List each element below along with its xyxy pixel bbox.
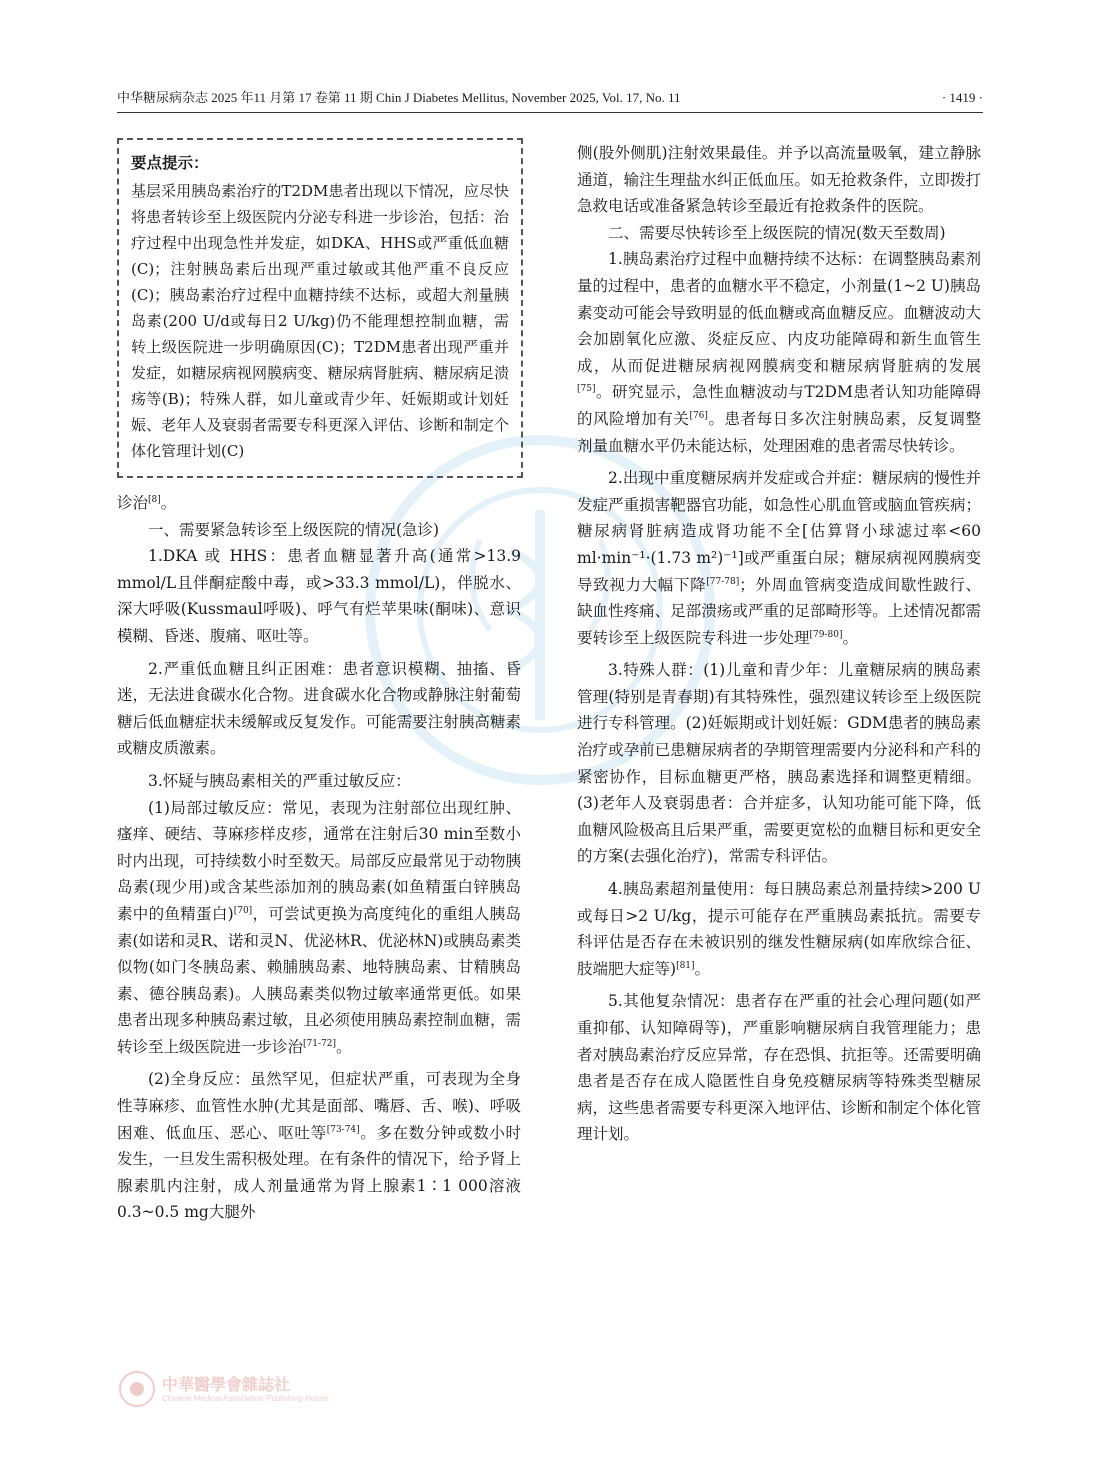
journal-citation: 中华糖尿病杂志 2025 年11 月第 17 卷第 11 期 Chin J Diabetes Mellitus, November 2025, Vol. 17, No. 11 (117, 90, 681, 105)
citation: [8] (148, 494, 161, 505)
citation: [71-72] (303, 1038, 336, 1049)
paragraph: 3.特殊人群：(1)儿童和青少年：儿童糖尿病的胰岛素管理(特别是青春期)有其特殊性，强烈建议转诊至上级医院进行专科管理。(2)妊娠期或计划妊娠：GDM患者的胰岛素治疗或孕前已患糖尿病者的孕期管理需要内分泌科和产科的紧密协作，目标血糖更严格，胰岛素选择和调整更精细。(3)老年人及衰弱患者：合并症多，认知功能可能下降，低血糖风险极高且后果严重，需要更宽松的血糖目标和更安全的方案(去强化治疗)，常需专科评估。 (577, 661, 981, 866)
paragraph: 2.严重低血糖且纠正困难：患者意识模糊、抽搐、昏迷，无法进食碳水化合物。进食碳水化合物或静脉注射葡萄糖后低血糖症状未缓解或反复发作。可能需要注射胰高糖素或糖皮质激素。 (117, 659, 521, 758)
left-column (117, 138, 521, 1226)
citation: [81] (676, 960, 695, 971)
paragraph: (1)局部过敏反应：常见，表现为注射部位出现红肿、瘙痒、硬结、荨麻疹样皮疹，通常在注射后30 min至数小时内出现，可持续数小时至数天。局部反应最常见于动物胰岛素(现少用)或含某些添加剂的胰岛素(如鱼精蛋白锌胰岛素中的鱼精蛋白)[70]，可尝试更换为高度纯化的重组人胰岛素(如诺和灵R、诺和灵N、优泌林R、优泌林N)或胰岛素类似物(如门冬胰岛素、赖脯胰岛素、地特胰岛素、甘精胰岛素、德谷胰岛素)。人胰岛素类似物过敏率通常更低。如果患者出现多种胰岛素过敏，且必须使用胰岛素控制血糖，需转诊至上级医院进一步诊治[71-72]。 (117, 798, 521, 1056)
paragraph: 5.其他复杂情况：患者存在严重的社会心理问题(如严重抑郁、认知障碍等)，严重影响糖尿病自我管理能力；患者对胰岛素治疗反应异常，存在恐惧、抗拒等。还需要明确患者是否存在成人隐匿性自身免疫糖尿病等特殊类型糖尿病，这些患者需要专科更深入地评估、诊断和制定个体化管理计划。 (577, 992, 981, 1144)
paragraph: 诊治[8]。 (117, 494, 177, 512)
citation: [76] (689, 410, 708, 421)
paragraph: 4.胰岛素超剂量使用：每日胰岛素总剂量持续>200 U或每日>2 U/kg，提示可能存在严重胰岛素抵抗。需要专科评估是否存在未被识别的继发性糖尿病(如库欣综合征、肢端肥大症等)[81]。 (577, 880, 981, 978)
publisher-name: 中華醫學會雜誌社 (162, 1375, 291, 1394)
key-points-box (117, 138, 523, 478)
citation: [73-74] (326, 1124, 360, 1135)
paragraph: 1.胰岛素治疗过程中血糖持续不达标：在调整胰岛素剂量的过程中，患者的血糖水平不稳定，小剂量(1~2 U)胰岛素变动可能会导致明显的低血糖或高血糖反应。血糖波动大会加剧氧化应激、炎症反应、内皮功能障碍和新生血管生成，从而促进糖尿病视网膜病变和糖尿病肾脏病的发展[75]。研究显示，急性血糖波动与T2DM患者认知功能障碍的风险增加有关[76]。患者每日多次注射胰岛素，反复调整剂量血糖水平仍未能达标，处理困难的患者需尽快转诊。 (577, 250, 981, 455)
citation: [79-80] (809, 629, 843, 640)
section-heading: 二、需要尽快转诊至上级医院的情况(数天至数周) (608, 223, 946, 242)
publisher-logo-icon (118, 1370, 156, 1408)
publisher-name-en: Chinese Medical Association Publishing House (162, 1394, 329, 1403)
publisher-footer (118, 1368, 478, 1412)
key-points-body: 基层采用胰岛素治疗的T2DM患者出现以下情况，应尽快将患者转诊至上级医院内分泌专科进一步诊治，包括：治疗过程中出现急性并发症，如DKA、HHS或严重低血糖(C)；注射胰岛素后出现严重过敏或其他严重不良反应(C)；胰岛素治疗过程中血糖持续不达标，或超大剂量胰岛素(200 U/d或每日2 U/kg)仍不能理想控制血糖，需转上级医院进一步明确原因(C)；T2DM患者出现严重并发症，如糖尿病视网膜病变、糖尿病肾脏病、糖尿病足溃疡等(B)；特殊人群，如儿童或青少年、妊娠期或计划妊娠、老年人及衰弱者需要专科更深入评估、诊断和制定个体化管理计划(C) (131, 182, 509, 460)
paragraph: 1.DKA 或 HHS：患者血糖显著升高(通常>13.9 mmol/L且伴酮症酸中毒，或>33.3 mmol/L)，伴脱水、深大呼吸(Kussmaul呼吸)、呼气有烂苹果味(酮味)、意识模糊、昏迷、腹痛、呕吐等。 (117, 547, 521, 645)
paragraph: 2.出现中重度糖尿病并发症或合并症：糖尿病的慢性并发症严重损害靶器官功能，如急性心肌血管或脑血管疾病；糖尿病肾脏病造成肾功能不全[估算肾小球滤过率<60 ml·min⁻¹·(1.73 m²)⁻¹]或严重蛋白尿；糖尿病视网膜病变导致视力大幅下降[77-78]；外周血管病变造成间歇性跛行、缺血性疼痛、足部溃疡或严重的足部畸形等。上述情况都需要转诊至上级医院专科进一步处理[79-80]。 (577, 469, 981, 647)
citation: [77-78] (706, 576, 740, 587)
citation: [75] (577, 384, 596, 395)
section-heading: 一、需要紧急转诊至上级医院的情况(急诊) (148, 520, 440, 539)
paragraph: 3.怀疑与胰岛素相关的严重过敏反应： (148, 771, 411, 790)
citation: [70] (233, 905, 253, 916)
paragraph: (2)全身反应：虽然罕见，但症状严重，可表现为全身性荨麻疹、血管性水肿(尤其是面部、嘴唇、舌、喉)、呼吸困难、低血压、恶心、呕吐等[73-74]。多在数分钟或数小时发生，一旦发生需积极处理。在有条件的情况下，给予肾上腺素肌内注射，成人剂量通常为肾上腺素1∶1 000溶液0.3~0.5 mg大腿外 (117, 1070, 521, 1222)
page-number: · 1419 · (941, 90, 983, 105)
running-header (117, 86, 983, 113)
key-points-title: 要点提示： (131, 154, 209, 172)
paragraph: 侧(股外侧肌)注射效果最佳。并予以高流量吸氧，建立静脉通道，输注生理盐水纠正低血压。如无抢救条件，立即拨打急救电话或准备紧急转诊至最近有抢救条件的医院。 (577, 144, 981, 216)
right-column (577, 140, 981, 1148)
